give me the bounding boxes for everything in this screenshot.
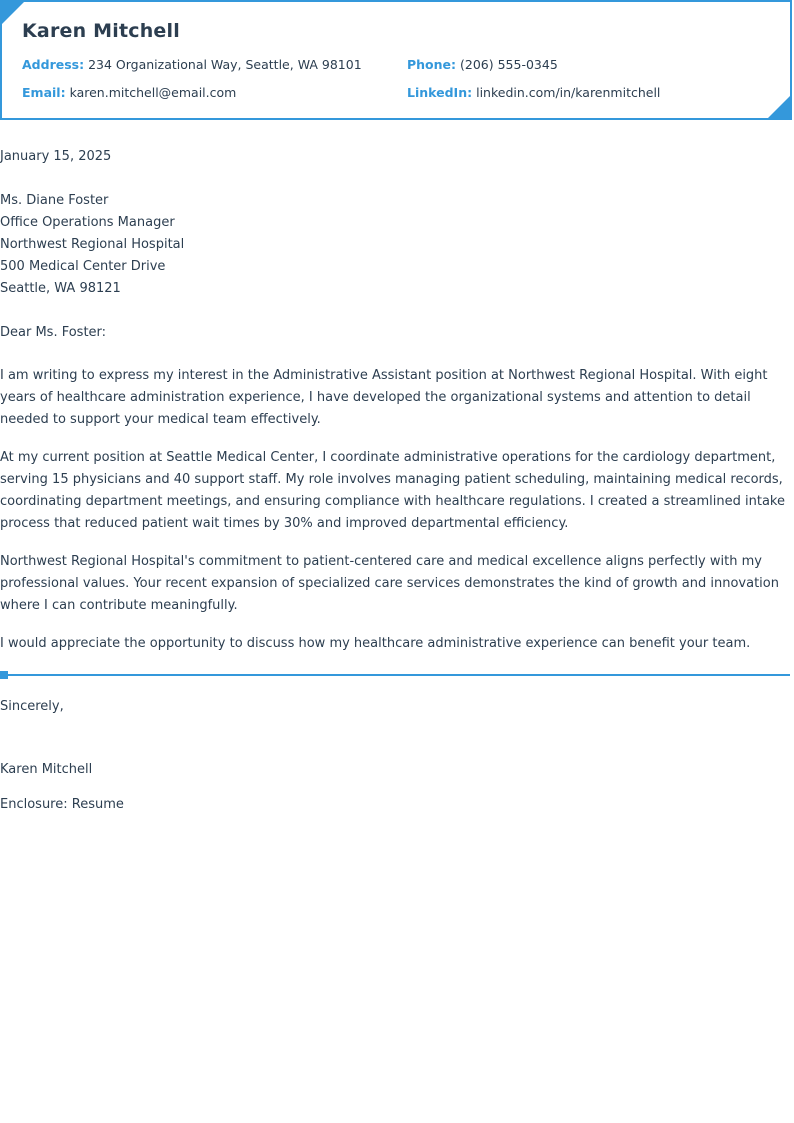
corner-triangle-bottom-right-icon — [768, 96, 790, 118]
body-paragraph-1: I am writing to express my interest in the Administrative Assistant position at Northwest Regional Hospital. With eight years of healthcare administration experience, I have developed the organizational systems and attention to detail needed to support your medical team effectively. — [0, 368, 768, 428]
contact-linkedin-value[interactable]: linkedin.com/in/karenmitchell — [476, 84, 661, 100]
contact-email — [22, 85, 407, 102]
contact-linkedin-label: LinkedIn: — [407, 84, 473, 100]
applicant-name: Karen Mitchell — [22, 20, 180, 42]
contact-address-value: 234 Organizational Way, Seattle, WA 98101 — [88, 56, 362, 72]
letter-date: January 15, 2025 — [0, 148, 112, 164]
contact-row — [22, 85, 770, 102]
body-paragraph-3: Northwest Regional Hospital's commitment to patient-centered care and medical excellence aligns perfectly with my professional values. Your recent expansion of specialized care services demonstrates the kind of growth and innovation where I can contribute meaningfully. — [0, 554, 779, 614]
recipient-city-state-zip: Seattle, WA 98121 — [0, 281, 121, 297]
contact-email-label: Email: — [22, 84, 66, 100]
contact-address — [22, 57, 407, 74]
body-paragraph-4: I would appreciate the opportunity to discuss how my healthcare administrative experience can benefit your team. — [0, 636, 751, 652]
closing-salutation: Sincerely, — [0, 699, 64, 715]
enclosure-note: Enclosure: Resume — [0, 796, 124, 812]
contact-info-grid — [22, 57, 770, 102]
recipient-title: Office Operations Manager — [0, 215, 175, 231]
recipient-name: Ms. Diane Foster — [0, 193, 109, 209]
corner-triangle-top-left-icon — [2, 2, 24, 24]
contact-linkedin — [407, 85, 770, 102]
contact-row — [22, 57, 770, 74]
body-paragraph-2: At my current position at Seattle Medical Center, I coordinate administrative operations for the cardiology department, serving 15 physicians and 40 support staff. My role involves managing patient scheduling, maintaining medical records, coordinating department meetings, and ensuring compliance with healthcare regulations. I created a streamlined intake process that reduced patient wait times by 30% and improved departmental efficiency. — [0, 450, 785, 532]
recipient-organization: Northwest Regional Hospital — [0, 237, 185, 253]
contact-address-label: Address: — [22, 56, 85, 72]
letter-body — [0, 148, 794, 815]
contact-phone — [407, 57, 770, 74]
contact-phone-value: (206) 555-0345 — [460, 56, 558, 72]
signature-name: Karen Mitchell — [0, 762, 93, 778]
contact-phone-label: Phone: — [407, 56, 457, 72]
divider-line — [8, 674, 790, 676]
section-divider — [0, 671, 790, 680]
recipient-address-block — [0, 190, 794, 300]
divider-square-marker-icon — [0, 671, 8, 679]
letterhead-header — [0, 0, 792, 120]
salutation: Dear Ms. Foster: — [0, 325, 107, 341]
recipient-street: 500 Medical Center Drive — [0, 259, 166, 275]
contact-email-value[interactable]: karen.mitchell@email.com — [69, 84, 237, 100]
